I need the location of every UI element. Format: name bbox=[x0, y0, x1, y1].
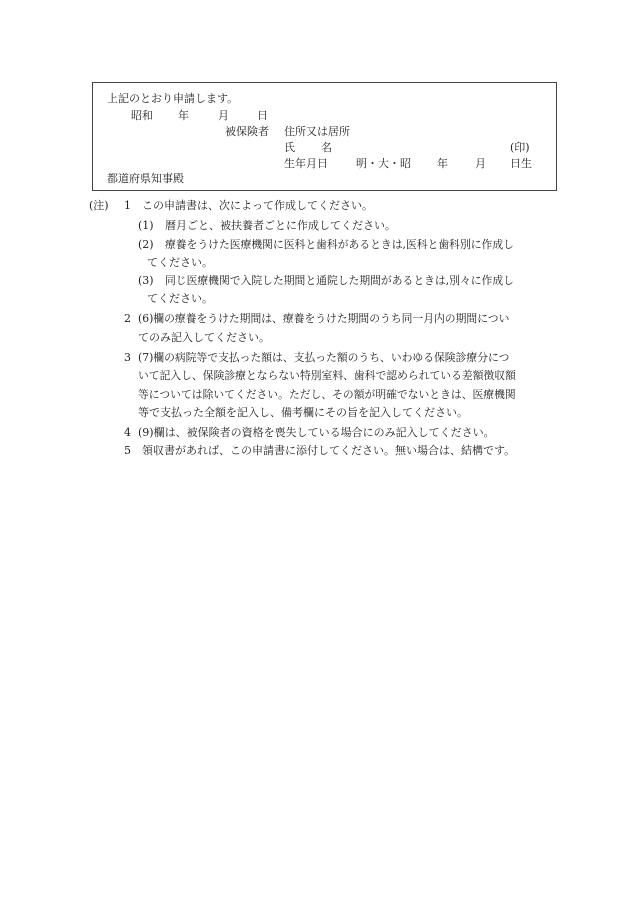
seal-label: (印) bbox=[510, 141, 530, 154]
note-3-line-2: いて記入し、保険診療とならない特別室料、歯科で認められている差額徴収額 bbox=[138, 369, 516, 382]
addressee: 都道府県知事殿 bbox=[107, 172, 184, 185]
birth-year-label: 年 bbox=[437, 157, 448, 170]
note-1-2-line-2: てください。 bbox=[147, 256, 213, 269]
birth-label: 生年月日 bbox=[284, 157, 328, 170]
note-1-2-line-1: 療養をうけた医療機関に医科と歯科があるときは,医科と歯科別に作成し bbox=[165, 238, 514, 251]
notes-heading: (注) bbox=[89, 199, 109, 212]
note-3-line-1: (7)欄の病院等で支払った額は、支払った額のうち、いわゆる保険診療分につ bbox=[138, 351, 510, 364]
name-label-1: 氏 bbox=[284, 141, 295, 154]
note-1-1-number: (1) bbox=[138, 219, 154, 232]
era-label: 昭和 bbox=[131, 109, 153, 122]
birth-day-label: 日生 bbox=[510, 157, 532, 170]
note-1-number: 1 bbox=[124, 199, 131, 212]
note-1-3-line-2: てください。 bbox=[147, 292, 213, 305]
year-label: 年 bbox=[178, 109, 189, 122]
note-1-text: この申請書は、次によって作成してください。 bbox=[142, 199, 373, 212]
note-4-text: (9)欄は、被保険者の資格を喪失している場合にのみ記入してください。 bbox=[138, 426, 495, 439]
note-1-3-number: (3) bbox=[138, 274, 154, 287]
day-label: 日 bbox=[257, 109, 268, 122]
birth-eras: 明・大・昭 bbox=[356, 157, 411, 170]
address-label: 住所又は居所 bbox=[284, 125, 350, 138]
note-3-line-3: 等については除いてください。ただし、その額が明確でないときは、医療機関 bbox=[138, 388, 516, 401]
note-5-number: 5 bbox=[124, 444, 131, 457]
note-1-3-line-1: 同じ医療機関で入院した期間と通院した期間があるときは,別々に作成し bbox=[165, 274, 514, 287]
note-2-line-2: てのみ記入してください。 bbox=[138, 331, 270, 344]
declaration: 上記のとおり申請します。 bbox=[107, 92, 239, 105]
note-5-text: 領収書があれば、この申請書に添付してください。無い場合は、結構です。 bbox=[142, 444, 516, 457]
birth-month-label: 月 bbox=[475, 157, 486, 170]
note-4-number: 4 bbox=[124, 426, 131, 439]
note-2-number: 2 bbox=[124, 312, 131, 325]
note-1-2-number: (2) bbox=[138, 238, 154, 251]
note-3-number: 3 bbox=[124, 351, 131, 364]
name-label-2: 名 bbox=[321, 141, 332, 154]
note-1-1-text: 暦月ごと、被扶養者ごとに作成してください。 bbox=[165, 219, 396, 232]
note-2-line-1: (6)欄の療養をうけた期間は、療養をうけた期間のうち同一月内の期間につい bbox=[138, 312, 510, 325]
insured-label: 被保険者 bbox=[225, 125, 269, 138]
note-3-line-4: 等で支払った全額を記入し、備考欄にその旨を記入してください。 bbox=[138, 406, 468, 419]
month-label: 月 bbox=[218, 109, 229, 122]
